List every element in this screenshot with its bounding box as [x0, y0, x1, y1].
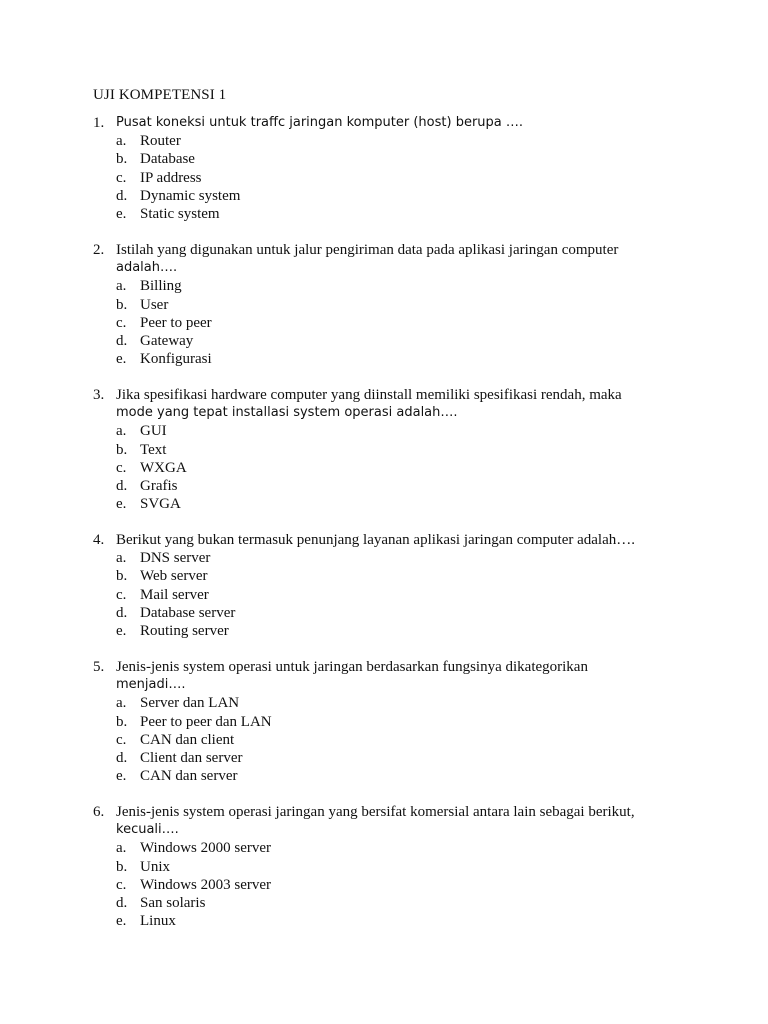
option-letter: e.: [116, 351, 127, 368]
option-letter: c.: [116, 876, 127, 893]
option-d: [116, 187, 663, 205]
option-text: CAN dan client: [140, 731, 235, 748]
option-e: [116, 350, 663, 368]
option-letter: d.: [116, 604, 128, 621]
option-letter: e.: [116, 496, 127, 513]
question-text: [116, 386, 663, 422]
question-text-line: Jenis-jenis system operasi jaringan yang bersifat komersial antara lain sebagai berikut,: [116, 804, 635, 820]
option-letter: b.: [116, 568, 128, 585]
question-1: [93, 114, 663, 223]
option-letter: d.: [116, 187, 128, 204]
question-stem: [93, 658, 663, 694]
question-text-line: adalah….: [116, 260, 178, 276]
question-text: [116, 241, 663, 277]
options-list: [93, 694, 663, 785]
option-text: Peer to peer dan LAN: [140, 713, 272, 730]
option-text: Text: [140, 441, 167, 458]
option-text: Mail server: [140, 586, 209, 603]
question-text: [116, 114, 663, 132]
question-stem: [93, 531, 663, 549]
question-stem: [93, 241, 663, 277]
option-text: CAN dan server: [140, 768, 238, 785]
option-letter: d.: [116, 749, 128, 766]
option-e: [116, 205, 663, 223]
question-number: 5.: [93, 659, 105, 675]
option-text: GUI: [140, 423, 167, 440]
option-e: [116, 767, 663, 785]
question-stem: [93, 114, 663, 132]
options-list: [93, 277, 663, 368]
option-c: [116, 169, 663, 187]
option-b: [116, 441, 663, 459]
option-letter: b.: [116, 858, 128, 875]
option-text: Grafis: [140, 477, 178, 494]
question-number: 2.: [93, 242, 105, 258]
option-text: Konfigurasi: [140, 351, 212, 368]
option-a: [116, 549, 663, 567]
option-c: [116, 459, 663, 477]
option-letter: b.: [116, 713, 128, 730]
option-d: [116, 894, 663, 912]
question-stem: [93, 803, 663, 839]
question-3: [93, 386, 663, 513]
option-b: [116, 296, 663, 314]
option-letter: c.: [116, 314, 127, 331]
question-number: 3.: [93, 387, 105, 403]
option-letter: d.: [116, 894, 128, 911]
question-text-line: Pusat koneksi untuk traffc jaringan komputer (host) berupa ….: [116, 115, 524, 130]
option-b: [116, 150, 663, 168]
question-text: [116, 658, 663, 694]
question-number: 1.: [93, 115, 105, 131]
option-text: User: [140, 296, 169, 313]
option-text: Billing: [140, 278, 182, 295]
option-letter: a.: [116, 133, 127, 150]
option-letter: b.: [116, 441, 128, 458]
option-text: Database server: [140, 604, 236, 621]
option-text: DNS server: [140, 550, 211, 567]
option-d: [116, 477, 663, 495]
option-letter: c.: [116, 459, 127, 476]
option-letter: a.: [116, 423, 127, 440]
question-6: [93, 803, 663, 930]
question-text-line: Jenis-jenis system operasi untuk jaringan berdasarkan fungsinya dikategorikan: [116, 659, 588, 675]
options-list: [93, 549, 663, 640]
document-title: UJI KOMPETENSI 1: [93, 87, 227, 103]
option-letter: e.: [116, 622, 127, 639]
option-text: IP address: [140, 169, 202, 186]
question-number: 4.: [93, 532, 105, 548]
option-text: Windows 2003 server: [140, 876, 272, 893]
option-c: [116, 876, 663, 894]
option-a: [116, 132, 663, 150]
question-text-line: Istilah yang digunakan untuk jalur pengiriman data pada aplikasi jaringan computer: [116, 242, 619, 258]
option-text: Static system: [140, 205, 220, 222]
option-c: [116, 731, 663, 749]
option-letter: c.: [116, 731, 127, 748]
option-b: [116, 567, 663, 585]
question-text-line: mode yang tepat installasi system operasi adalah….: [116, 405, 458, 421]
option-text: Peer to peer: [140, 314, 212, 331]
option-letter: d.: [116, 332, 128, 349]
question-2: [93, 241, 663, 368]
question-text-line: Berikut yang bukan termasuk penunjang layanan aplikasi jaringan computer adalah….: [116, 532, 636, 548]
option-text: San solaris: [140, 894, 206, 911]
question-number: 6.: [93, 804, 105, 820]
option-text: Routing server: [140, 622, 229, 639]
question-text-line: Jika spesifikasi hardware computer yang diinstall memiliki spesifikasi rendah, maka: [116, 387, 622, 403]
option-a: [116, 277, 663, 295]
question-text-line: menjadi….: [116, 677, 186, 693]
option-letter: c.: [116, 169, 127, 186]
option-letter: c.: [116, 586, 127, 603]
question-text: [116, 531, 663, 549]
question-stem: [93, 386, 663, 422]
option-e: [116, 622, 663, 640]
option-d: [116, 749, 663, 767]
question-text-line: kecuali….: [116, 822, 179, 838]
option-text: Client dan server: [140, 749, 243, 766]
option-letter: b.: [116, 151, 128, 168]
option-letter: d.: [116, 477, 128, 494]
options-list: [93, 132, 663, 223]
option-a: [116, 839, 663, 857]
option-b: [116, 713, 663, 731]
option-letter: e.: [116, 913, 127, 930]
option-a: [116, 694, 663, 712]
option-c: [116, 314, 663, 332]
option-letter: a.: [116, 278, 127, 295]
option-letter: b.: [116, 296, 128, 313]
option-text: Router: [140, 133, 181, 150]
option-text: Web server: [140, 568, 208, 585]
option-text: WXGA: [140, 459, 187, 476]
option-text: Unix: [140, 858, 170, 875]
option-letter: a.: [116, 840, 127, 857]
option-letter: e.: [116, 205, 127, 222]
option-text: Gateway: [140, 332, 194, 349]
option-text: Database: [140, 151, 195, 168]
option-text: Linux: [140, 913, 176, 930]
option-text: Windows 2000 server: [140, 840, 272, 857]
option-c: [116, 586, 663, 604]
option-d: [116, 604, 663, 622]
option-a: [116, 422, 663, 440]
option-text: Dynamic system: [140, 187, 241, 204]
option-letter: e.: [116, 768, 127, 785]
option-text: Server dan LAN: [140, 695, 240, 712]
option-d: [116, 332, 663, 350]
option-e: [116, 495, 663, 513]
options-list: [93, 422, 663, 513]
option-b: [116, 858, 663, 876]
question-5: [93, 658, 663, 785]
question-text: [116, 803, 663, 839]
option-letter: a.: [116, 695, 127, 712]
option-letter: a.: [116, 550, 127, 567]
option-e: [116, 912, 663, 930]
option-text: SVGA: [140, 496, 181, 513]
options-list: [93, 839, 663, 930]
question-4: [93, 531, 663, 640]
